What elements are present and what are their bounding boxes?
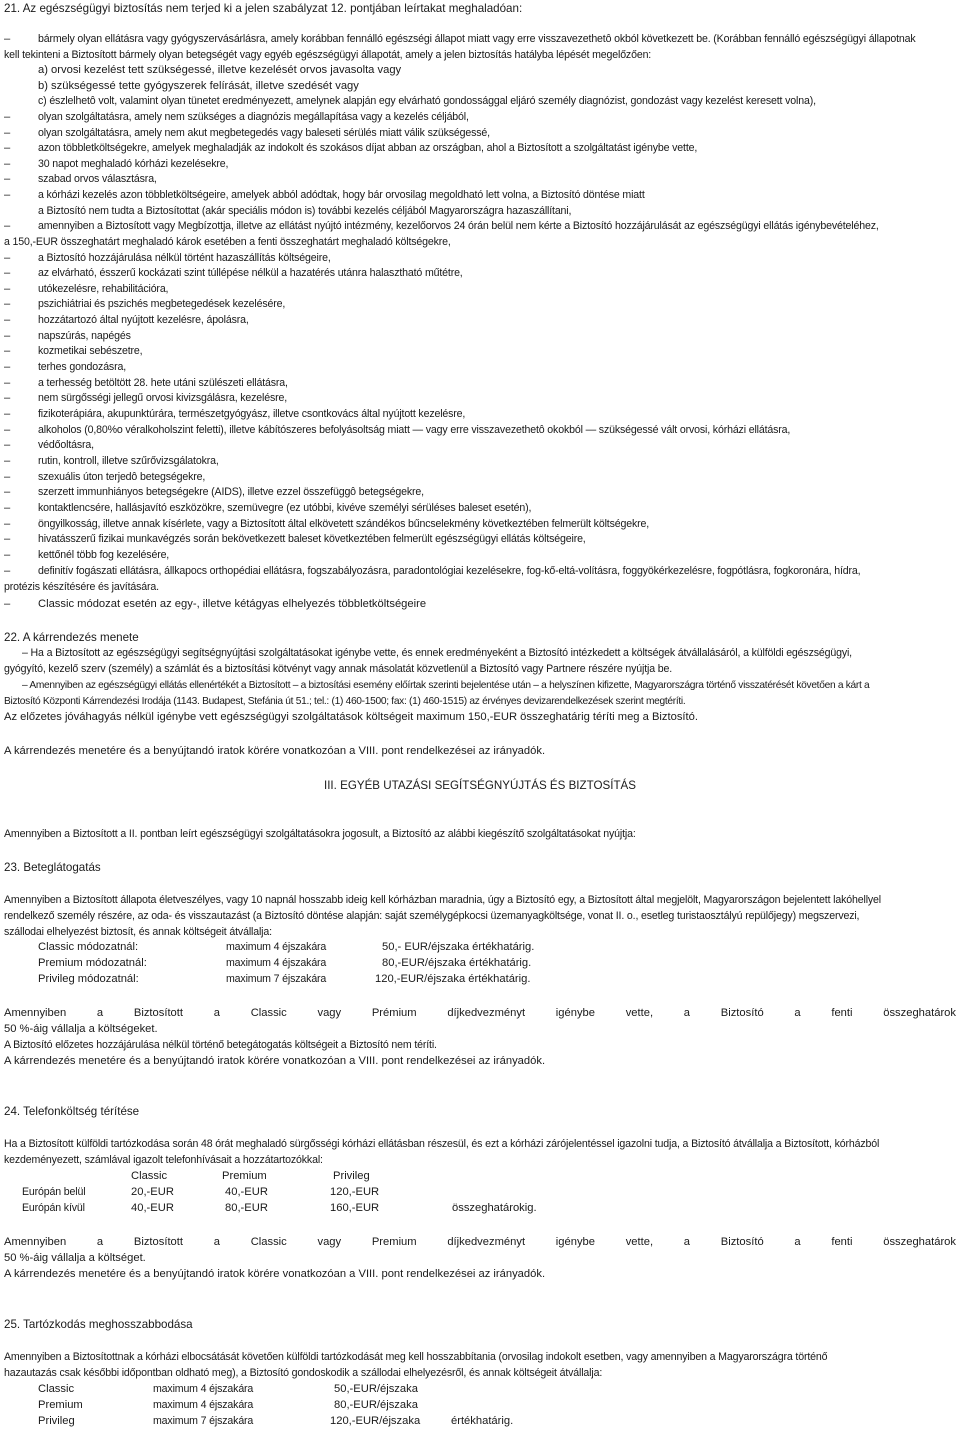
s24-cell: 120,-EUR bbox=[330, 1186, 380, 1198]
s21-item: a kórházi kezelés azon többletköltségeire, amelyek abból adódtak, hogy bár orvosilag megoldható lett volna, a Biztosító döntése miatt bbox=[38, 189, 645, 201]
bullet-dash: – bbox=[4, 189, 11, 201]
bullet-dash: – bbox=[4, 329, 11, 342]
s25-limit: maximum 7 éjszakára bbox=[153, 1415, 254, 1427]
s21-item: nem sürgősségi jellegű orvosi kivizsgálásra, kezelésre, bbox=[38, 392, 288, 405]
bullet-dash: – bbox=[4, 282, 11, 295]
chapter-iii-intro: Amennyiben a Biztosított a II. pontban leírt egészségügyi szolgáltatásokra jogosult, a Biztosító az alábbi kiegészítő szolgáltatásokat nyújtja: bbox=[4, 828, 636, 840]
s24-row-tail: összeghatárokig. bbox=[452, 1202, 537, 1214]
s21-item: fizikoterápiára, akupunktúrára, természetgyógyász, illetve csontkovács által nyújtott kezelésre, bbox=[38, 408, 466, 420]
s21-item: hivatásszerű fizikai munkavégzés során bekövetkezett baleset következtében felmerült egészségügyi ellátás költségeire, bbox=[38, 533, 586, 546]
s23-limit: maximum 4 éjszakára bbox=[226, 957, 327, 969]
section-21-title: 21. Az egészségügyi biztosítás nem terjed ki a jelen szabályzat 12. pontjában leírtakat meghaladóan: bbox=[4, 2, 523, 15]
s25-amount: 120,-EUR/éjszaka bbox=[330, 1415, 421, 1427]
s24-cell: 40,-EUR bbox=[225, 1186, 268, 1198]
s22-paragraph-1-line-1: – Ha a Biztosított az egészségügyi segítségnyújtási szolgáltatásokat igénybe vette, és ennek eredményeként a Biztosító intézkedett a költségek átvállalásáról, a külföldi egészségügyi, bbox=[22, 647, 852, 659]
s21-item: napszúrás, napégés bbox=[38, 329, 131, 342]
s23-paragraph-4: A kárrendezés menetére és a benyújtandó iratok körére vonatkozóan a VIII. pont rendelkezései az irányadók. bbox=[4, 1055, 546, 1067]
s24-cell: 80,-EUR bbox=[225, 1202, 268, 1214]
s21-item: hozzátartozó által nyújtott kezelésre, ápolásra, bbox=[38, 314, 249, 327]
s25-limit: maximum 4 éjszakára bbox=[153, 1399, 254, 1411]
bullet-dash: – bbox=[4, 470, 11, 483]
bullet-dash: – bbox=[4, 408, 11, 420]
bullet-dash: – bbox=[4, 33, 11, 45]
s21-item: a terhesség betöltött 28. hete utáni szülészeti ellátásra, bbox=[38, 376, 288, 389]
s21-item: öngyilkosság, illetve annak kísérlete, vagy a Biztosított által elkövetett szándékos bűncselekmény következtében felmerült költségekre, bbox=[38, 517, 649, 530]
s24-column-header: Premium bbox=[222, 1170, 267, 1182]
s21-item: alkoholos (0,80%o véralkoholszint feletti), illetve kábítószeres befolyásoltság miatt — vagy erre visszavezethetô okokból — szükségessé vált orvosi, kórházi ellátásra, bbox=[38, 423, 791, 436]
s25-paragraph-1-line-1: Amennyiben a Biztosítottnak a kórházi elbocsátását követően külföldi tartózkodását meg kell hosszabbítania (orvosilag indokolt esetben, vagy amennyiben a Magyarországra történő bbox=[4, 1351, 828, 1363]
bullet-dash: – bbox=[4, 517, 11, 530]
s24-paragraph-2-line-1: Amennyiben a Biztosított a Classic vagy Premium díjkedvezményt igénybe vette, a Biztosító a fenti összeghatárok bbox=[4, 1236, 956, 1248]
s25-row-tail: értékhatárig. bbox=[451, 1415, 514, 1427]
s21-item: terhes gondozásra, bbox=[38, 361, 126, 374]
s25-paragraph-1-line-2: hazautazás csak későbbi időpontban oldható meg), a Biztosító gondoskodik a szállodai elhelyezésről, és annak költségeit átvállalja: bbox=[4, 1367, 603, 1379]
bullet-dash: – bbox=[4, 298, 11, 311]
s21-item: az elvárható, ésszerű kockázati szint túllépése nélkül a hazatérés utánra halasztható műtétre, bbox=[38, 267, 463, 280]
s24-paragraph-1-line-2: kezdeményezett, számlával igazolt telefonhívásait a hozzátartozókkal: bbox=[4, 1154, 323, 1166]
s23-mode: Premium módozatnál: bbox=[38, 957, 147, 969]
s21-item-continuation: protézis készítésére és javítására. bbox=[4, 581, 159, 593]
s21-item: kontaktlencsére, hallásjavító eszközökre, szemüvegre (ez utóbbi, kivéve személyi sérüléses baleset esetén), bbox=[38, 501, 532, 514]
bullet-dash: – bbox=[4, 439, 11, 452]
s21-item: kozmetikai sebészetre, bbox=[38, 345, 143, 358]
s21-item: rutin, kontroll, illetve szűrővizsgálatokra, bbox=[38, 455, 219, 467]
chapter-iii-title: III. EGYÉB UTAZÁSI SEGÍTSÉGNYÚJTÁS ÉS BIZTOSÍTÁS bbox=[323, 779, 637, 792]
s21-item: szerzett immunhiányos betegségekre (AIDS), illetve ezzel összefüggô betegségekre, bbox=[38, 486, 424, 499]
section-24-title: 24. Telefonköltség térítése bbox=[4, 1105, 140, 1118]
s24-paragraph-2-line-2: 50 %-áig vállalja a költséget. bbox=[4, 1252, 146, 1264]
bullet-dash: – bbox=[4, 173, 11, 185]
s23-amount: 80,-EUR/éjszaka értékhatárig. bbox=[382, 957, 532, 969]
s21-item: 30 napot meghaladó kórházi kezelésekre, bbox=[38, 157, 229, 170]
s23-amount: 120,-EUR/éjszaka értékhatárig. bbox=[375, 973, 531, 985]
s23-mode: Classic módozatnál: bbox=[38, 941, 139, 953]
s23-limit: maximum 7 éjszakára bbox=[226, 973, 327, 985]
s21-item: Classic módozat esetén az egy-, illetve kétágyas elhelyezés többletköltségeire bbox=[38, 598, 427, 610]
s22-paragraph-4: A kárrendezés menetére és a benyújtandó iratok körére vonatkozóan a VIII. pont rendelkezései az irányadók. bbox=[4, 745, 546, 757]
s21-item: a Biztosító hozzájárulása nélkül történt hazaszállítás költségeire, bbox=[38, 251, 331, 264]
bullet-dash: – bbox=[4, 533, 11, 546]
bullet-dash: – bbox=[4, 376, 11, 389]
s21-item: azon többletköltségekre, amelyek meghaladják az indokolt és szokásos díjat abban az országban, ahol a Biztosított a szolgáltatást igénybe vette, bbox=[38, 142, 698, 154]
s23-paragraph-1-line-1: Amennyiben a Biztosított állapota életveszélyes, vagy 10 napnál hosszabb ideig kell kórházban maradnia, úgy a Biztosító egy, a Biztosított által megjelölt, Magyarországon bejelentett lakóhellyel bbox=[4, 894, 881, 906]
s21-intro-line-2: kell tekinteni a Biztosított bármely olyan betegségét vagy egyéb egészségügyi állapotát, amely a jelen biztosítás hatályba lépését megelőzően: bbox=[4, 48, 652, 61]
s23-paragraph-2-line-1: Amennyiben a Biztosított a Classic vagy Prémium díjkedvezményt igénybe vette, a Biztosító a fenti összeghatárok bbox=[4, 1007, 956, 1019]
s21-sub-b: b) szükségessé tette gyógyszerek felírását, illetve szedését vagy bbox=[38, 79, 359, 92]
s24-row-label: Európán belül bbox=[22, 1186, 86, 1198]
bullet-dash: – bbox=[4, 314, 11, 327]
bullet-dash: – bbox=[4, 111, 11, 123]
s23-paragraph-3: A Biztosító előzetes hozzájárulása nélkül történő betegátogatás költségeit a Biztosító nem téríti. bbox=[4, 1039, 437, 1051]
s24-paragraph-3: A kárrendezés menetére és a benyújtandó iratok körére vonatkozóan a VIII. pont rendelkezései az irányadók. bbox=[4, 1268, 546, 1280]
bullet-dash: – bbox=[4, 157, 11, 170]
section-25-title: 25. Tartózkodás meghosszabbodása bbox=[4, 1318, 193, 1331]
s23-paragraph-1-line-3: szállodai elhelyezést biztosít, és annak költségeit átvállalja: bbox=[4, 926, 272, 938]
s25-mode: Premium bbox=[38, 1399, 83, 1411]
s25-mode: Privileg bbox=[38, 1415, 75, 1427]
bullet-dash: – bbox=[4, 548, 11, 561]
s25-limit: maximum 4 éjszakára bbox=[153, 1383, 254, 1395]
s24-cell: 20,-EUR bbox=[131, 1186, 174, 1198]
s25-amount: 80,-EUR/éjszaka bbox=[334, 1399, 418, 1411]
s21-sub-c: c) észlelhetô volt, valamint olyan tünetet eredményezett, amelynek alapján egy elvárható gondossággal eljáró személy diagnózist, gondozást vagy kezelést keresett volna), bbox=[38, 95, 816, 107]
bullet-dash: – bbox=[4, 345, 11, 358]
section-23-title: 23. Beteglátogatás bbox=[4, 861, 101, 874]
s23-mode: Privileg módozatnál: bbox=[38, 973, 139, 985]
bullet-dash: – bbox=[4, 251, 11, 264]
s22-paragraph-2-line-2: Biztosító Központi Kárrendezési Irodája (1143. Budapest, Stefánia út 51.; tel.: (1) 460-1500; fax: (1) 460-1515) az érvényes devizarendelkezések szerint megtéríti. bbox=[4, 695, 686, 707]
s21-item: definitív fogászati ellátásra, állkapocs orthopédiai ellátásra, fogszabályozásra, paradontológiai kezelésekre, fog-kő-eltá-volításra, foggyökérkezelésre, fogpótlásra, fogkoronára, hídra, bbox=[38, 565, 861, 577]
s24-paragraph-1-line-1: Ha a Biztosított külföldi tartózkodása során 48 órát meghaladó sürgősségi kórházi ellátásban részesül, és ezt a kórházi zárójelentéssel igazolni tudja, a Biztosító átvállalja a Biztosított, kórházból bbox=[4, 1138, 880, 1150]
s22-paragraph-2-line-1: – Amennyiben az egészségügyi ellátás ellenértékét a Biztosított – a biztosítási esemény előírtak szerinti bejelentése után – a helyszínen kifizette, Magyarországra történő visszatérését követően a kárt a bbox=[22, 680, 870, 691]
bullet-dash: – bbox=[4, 565, 11, 577]
bullet-dash: – bbox=[4, 392, 11, 405]
bullet-dash: – bbox=[4, 598, 11, 610]
bullet-dash: – bbox=[4, 220, 11, 232]
s21-item: kettőnél több fog kezelésére, bbox=[38, 548, 170, 561]
s23-limit: maximum 4 éjszakára bbox=[226, 941, 327, 953]
s21-item: szexuális úton terjedô betegségekre, bbox=[38, 470, 206, 483]
s25-mode: Classic bbox=[38, 1383, 75, 1395]
s24-cell: 160,-EUR bbox=[330, 1202, 380, 1214]
bullet-dash: – bbox=[4, 486, 11, 499]
bullet-dash: – bbox=[4, 455, 11, 467]
bullet-dash: – bbox=[4, 126, 11, 139]
s21-sub-a: a) orvosi kezelést tett szükségessé, illetve kezelését orvos javasolta vagy bbox=[38, 64, 402, 76]
s21-item: utókezelésre, rehabilitációra, bbox=[38, 282, 169, 295]
bullet-dash: – bbox=[4, 501, 11, 514]
s24-cell: 40,-EUR bbox=[131, 1202, 174, 1214]
s22-paragraph-3: Az előzetes jóváhagyás nélkül igénybe vett egészségügyi szolgáltatások költségeit maximum 150,-EUR összeghatárig téríti meg a Biztosító. bbox=[4, 711, 698, 723]
s21-intro-line-1: bármely olyan ellátásra vagy gyógyszervásárlásra, amely korábban fennálló egészségi állapot miatt vagy erre visszavezethetô okból következett be. (Korábban fennálló egészségügyi állapotnak bbox=[38, 33, 916, 45]
s21-item: olyan szolgáltatásra, amely nem szükséges a diagnózis megállapítása vagy a kezelés céljából, bbox=[38, 111, 469, 123]
s24-column-header: Classic bbox=[131, 1170, 168, 1182]
s23-amount: 50,- EUR/éjszaka értékhatárig. bbox=[382, 941, 535, 953]
s21-item-continuation: a 150,-EUR összeghatárt meghaladó károk esetében a fenti összeghatárt meghaladó költségekre, bbox=[4, 235, 451, 248]
s22-paragraph-1-line-2: gyógyító, kezelő szerv (személy) a számlát és a biztosítási kötvényt vagy annak másolatát közvetlenül a Biztosító vagy Partnere részére nyújtja be. bbox=[4, 663, 673, 675]
s21-item: védőoltásra, bbox=[38, 439, 94, 452]
bullet-dash: – bbox=[4, 142, 11, 154]
s24-column-header: Privileg bbox=[333, 1170, 370, 1182]
s21-item: pszichiátriai és pszichés megbetegedések kezelésére, bbox=[38, 298, 286, 311]
s23-paragraph-1-line-2: rendelkező személy részére, az oda- és visszautazást (a Biztosító döntése alapján: saját személygépkocsi üzemanyagköltsége, vonat II. o., esetleg turistaosztályú repülőjegy) megszervezi, bbox=[4, 910, 860, 922]
s25-amount: 50,-EUR/éjszaka bbox=[334, 1383, 418, 1395]
s21-item: szabad orvos választásra, bbox=[38, 173, 157, 185]
s23-paragraph-2-line-2: 50 %-áig vállalja a költségeket. bbox=[4, 1023, 158, 1035]
s21-item: amennyiben a Biztosított vagy Megbízottja, illetve az ellátást nyújtó intézmény, kezelőorvos 24 órán belül nem kérte a Biztosító hozzájárulását az egészségügyi ellátás igénybevételéhez, bbox=[38, 220, 879, 232]
section-22-title: 22. A kárrendezés menete bbox=[4, 631, 139, 644]
bullet-dash: – bbox=[4, 361, 11, 374]
s24-row-label: Európán kívül bbox=[22, 1202, 85, 1214]
bullet-dash: – bbox=[4, 423, 11, 436]
s21-item-continuation: a Biztosító nem tudta a Biztosítottat (akár speciális módon is) további kezelés céljából Magyarországra hazaszállítani, bbox=[38, 204, 572, 217]
bullet-dash: – bbox=[4, 267, 11, 280]
s21-item: olyan szolgáltatásra, amely nem akut megbetegedés vagy baleseti sérülés miatt válik szükségessé, bbox=[38, 126, 490, 139]
